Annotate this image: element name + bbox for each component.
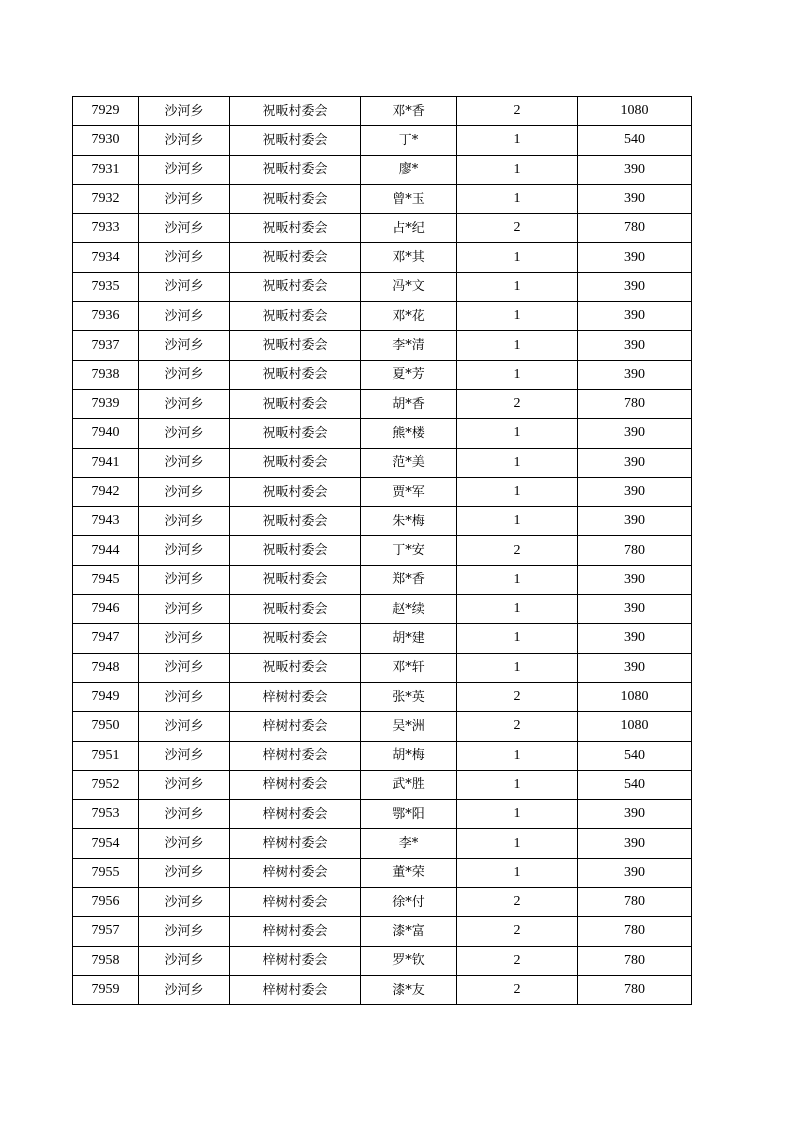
table-row	[73, 331, 692, 360]
row-number-cell: 7935	[73, 272, 139, 301]
table-row	[73, 741, 692, 770]
village-cell: 梓树村委会	[230, 888, 361, 917]
amount-cell: 390	[578, 155, 692, 184]
table-row	[73, 975, 692, 1004]
amount-cell: 540	[578, 770, 692, 799]
township-cell: 沙河乡	[139, 624, 230, 653]
row-number-cell: 7937	[73, 331, 139, 360]
row-number-cell: 7955	[73, 858, 139, 887]
table-row	[73, 858, 692, 887]
village-cell: 祝畈村委会	[230, 624, 361, 653]
village-cell: 祝畈村委会	[230, 126, 361, 155]
village-cell: 祝畈村委会	[230, 184, 361, 213]
name-cell: 郑*香	[361, 565, 457, 594]
name-cell: 曾*玉	[361, 184, 457, 213]
table-row	[73, 97, 692, 126]
name-cell: 丁*	[361, 126, 457, 155]
household-count-cell: 1	[457, 331, 578, 360]
row-number-cell: 7934	[73, 243, 139, 272]
township-cell: 沙河乡	[139, 917, 230, 946]
table-row	[73, 214, 692, 243]
village-cell: 祝畈村委会	[230, 653, 361, 682]
township-cell: 沙河乡	[139, 653, 230, 682]
table-row	[73, 595, 692, 624]
amount-cell: 780	[578, 946, 692, 975]
household-count-cell: 1	[457, 829, 578, 858]
village-cell: 梓树村委会	[230, 829, 361, 858]
village-cell: 祝畈村委会	[230, 389, 361, 418]
row-number-cell: 7943	[73, 507, 139, 536]
village-cell: 梓树村委会	[230, 975, 361, 1004]
name-cell: 贾*军	[361, 477, 457, 506]
township-cell: 沙河乡	[139, 272, 230, 301]
table-row	[73, 624, 692, 653]
amount-cell: 390	[578, 653, 692, 682]
row-number-cell: 7958	[73, 946, 139, 975]
household-count-cell: 1	[457, 155, 578, 184]
township-cell: 沙河乡	[139, 770, 230, 799]
amount-cell: 390	[578, 477, 692, 506]
village-cell: 祝畈村委会	[230, 243, 361, 272]
name-cell: 胡*梅	[361, 741, 457, 770]
village-cell: 祝畈村委会	[230, 595, 361, 624]
table-row	[73, 946, 692, 975]
name-cell: 冯*文	[361, 272, 457, 301]
village-cell: 祝畈村委会	[230, 565, 361, 594]
row-number-cell: 7952	[73, 770, 139, 799]
village-cell: 祝畈村委会	[230, 448, 361, 477]
amount-cell: 390	[578, 800, 692, 829]
amount-cell: 1080	[578, 712, 692, 741]
household-count-cell: 1	[457, 360, 578, 389]
amount-cell: 390	[578, 331, 692, 360]
name-cell: 胡*建	[361, 624, 457, 653]
table-row	[73, 389, 692, 418]
table-row	[73, 682, 692, 711]
township-cell: 沙河乡	[139, 741, 230, 770]
row-number-cell: 7933	[73, 214, 139, 243]
amount-cell: 390	[578, 272, 692, 301]
household-count-cell: 2	[457, 389, 578, 418]
name-cell: 董*荣	[361, 858, 457, 887]
village-cell: 祝畈村委会	[230, 155, 361, 184]
amount-cell: 390	[578, 360, 692, 389]
amount-cell: 780	[578, 389, 692, 418]
household-count-cell: 2	[457, 536, 578, 565]
name-cell: 占*纪	[361, 214, 457, 243]
name-cell: 李*清	[361, 331, 457, 360]
amount-cell: 540	[578, 126, 692, 155]
household-count-cell: 1	[457, 126, 578, 155]
township-cell: 沙河乡	[139, 682, 230, 711]
table-row	[73, 536, 692, 565]
township-cell: 沙河乡	[139, 331, 230, 360]
name-cell: 范*美	[361, 448, 457, 477]
township-cell: 沙河乡	[139, 595, 230, 624]
table-row	[73, 302, 692, 331]
name-cell: 武*胜	[361, 770, 457, 799]
household-count-cell: 2	[457, 97, 578, 126]
household-count-cell: 2	[457, 946, 578, 975]
row-number-cell: 7931	[73, 155, 139, 184]
row-number-cell: 7944	[73, 536, 139, 565]
township-cell: 沙河乡	[139, 536, 230, 565]
amount-cell: 390	[578, 595, 692, 624]
table-row	[73, 888, 692, 917]
name-cell: 邓*其	[361, 243, 457, 272]
amount-cell: 390	[578, 184, 692, 213]
name-cell: 吴*洲	[361, 712, 457, 741]
village-cell: 祝畈村委会	[230, 272, 361, 301]
village-cell: 祝畈村委会	[230, 419, 361, 448]
township-cell: 沙河乡	[139, 97, 230, 126]
village-cell: 祝畈村委会	[230, 214, 361, 243]
household-count-cell: 1	[457, 770, 578, 799]
name-cell: 李*	[361, 829, 457, 858]
township-cell: 沙河乡	[139, 888, 230, 917]
table-row	[73, 829, 692, 858]
township-cell: 沙河乡	[139, 126, 230, 155]
name-cell: 丁*安	[361, 536, 457, 565]
village-cell: 祝畈村委会	[230, 331, 361, 360]
village-cell: 祝畈村委会	[230, 97, 361, 126]
row-number-cell: 7942	[73, 477, 139, 506]
roster-table-body	[73, 97, 692, 1005]
township-cell: 沙河乡	[139, 975, 230, 1004]
table-row	[73, 419, 692, 448]
amount-cell: 390	[578, 624, 692, 653]
township-cell: 沙河乡	[139, 389, 230, 418]
row-number-cell: 7929	[73, 97, 139, 126]
row-number-cell: 7946	[73, 595, 139, 624]
township-cell: 沙河乡	[139, 155, 230, 184]
township-cell: 沙河乡	[139, 712, 230, 741]
village-cell: 梓树村委会	[230, 770, 361, 799]
name-cell: 邓*香	[361, 97, 457, 126]
table-row	[73, 448, 692, 477]
roster-table	[72, 96, 692, 1005]
amount-cell: 540	[578, 741, 692, 770]
table-row	[73, 800, 692, 829]
township-cell: 沙河乡	[139, 448, 230, 477]
household-count-cell: 1	[457, 419, 578, 448]
amount-cell: 780	[578, 975, 692, 1004]
amount-cell: 780	[578, 888, 692, 917]
table-row	[73, 712, 692, 741]
township-cell: 沙河乡	[139, 829, 230, 858]
household-count-cell: 1	[457, 595, 578, 624]
amount-cell: 390	[578, 829, 692, 858]
village-cell: 梓树村委会	[230, 917, 361, 946]
amount-cell: 1080	[578, 682, 692, 711]
township-cell: 沙河乡	[139, 946, 230, 975]
household-count-cell: 2	[457, 682, 578, 711]
name-cell: 朱*梅	[361, 507, 457, 536]
village-cell: 祝畈村委会	[230, 302, 361, 331]
village-cell: 祝畈村委会	[230, 536, 361, 565]
village-cell: 梓树村委会	[230, 800, 361, 829]
household-count-cell: 1	[457, 624, 578, 653]
table-row	[73, 507, 692, 536]
household-count-cell: 1	[457, 507, 578, 536]
household-count-cell: 1	[457, 272, 578, 301]
row-number-cell: 7930	[73, 126, 139, 155]
amount-cell: 390	[578, 419, 692, 448]
name-cell: 廖*	[361, 155, 457, 184]
name-cell: 漆*富	[361, 917, 457, 946]
table-row	[73, 243, 692, 272]
row-number-cell: 7953	[73, 800, 139, 829]
household-count-cell: 1	[457, 653, 578, 682]
table-row	[73, 477, 692, 506]
township-cell: 沙河乡	[139, 419, 230, 448]
row-number-cell: 7950	[73, 712, 139, 741]
row-number-cell: 7947	[73, 624, 139, 653]
village-cell: 梓树村委会	[230, 682, 361, 711]
row-number-cell: 7941	[73, 448, 139, 477]
row-number-cell: 7951	[73, 741, 139, 770]
amount-cell: 390	[578, 243, 692, 272]
name-cell: 徐*付	[361, 888, 457, 917]
amount-cell: 1080	[578, 97, 692, 126]
household-count-cell: 2	[457, 975, 578, 1004]
table-row	[73, 360, 692, 389]
name-cell: 张*英	[361, 682, 457, 711]
row-number-cell: 7954	[73, 829, 139, 858]
township-cell: 沙河乡	[139, 565, 230, 594]
row-number-cell: 7938	[73, 360, 139, 389]
name-cell: 邓*花	[361, 302, 457, 331]
table-row	[73, 272, 692, 301]
township-cell: 沙河乡	[139, 800, 230, 829]
row-number-cell: 7939	[73, 389, 139, 418]
amount-cell: 390	[578, 507, 692, 536]
name-cell: 邓*轩	[361, 653, 457, 682]
amount-cell: 390	[578, 302, 692, 331]
table-row	[73, 184, 692, 213]
household-count-cell: 1	[457, 477, 578, 506]
amount-cell: 780	[578, 917, 692, 946]
township-cell: 沙河乡	[139, 477, 230, 506]
household-count-cell: 1	[457, 565, 578, 594]
name-cell: 鄂*阳	[361, 800, 457, 829]
household-count-cell: 2	[457, 888, 578, 917]
township-cell: 沙河乡	[139, 214, 230, 243]
household-count-cell: 1	[457, 302, 578, 331]
household-count-cell: 2	[457, 917, 578, 946]
table-row	[73, 770, 692, 799]
household-count-cell: 1	[457, 448, 578, 477]
name-cell: 熊*楼	[361, 419, 457, 448]
name-cell: 罗*钦	[361, 946, 457, 975]
amount-cell: 780	[578, 214, 692, 243]
village-cell: 祝畈村委会	[230, 360, 361, 389]
row-number-cell: 7932	[73, 184, 139, 213]
township-cell: 沙河乡	[139, 243, 230, 272]
table-row	[73, 126, 692, 155]
name-cell: 胡*香	[361, 389, 457, 418]
household-count-cell: 1	[457, 184, 578, 213]
township-cell: 沙河乡	[139, 507, 230, 536]
row-number-cell: 7940	[73, 419, 139, 448]
row-number-cell: 7957	[73, 917, 139, 946]
table-row	[73, 155, 692, 184]
township-cell: 沙河乡	[139, 360, 230, 389]
name-cell: 赵*续	[361, 595, 457, 624]
amount-cell: 390	[578, 565, 692, 594]
village-cell: 祝畈村委会	[230, 507, 361, 536]
village-cell: 梓树村委会	[230, 858, 361, 887]
village-cell: 祝畈村委会	[230, 477, 361, 506]
amount-cell: 780	[578, 536, 692, 565]
household-count-cell: 1	[457, 741, 578, 770]
household-count-cell: 1	[457, 243, 578, 272]
name-cell: 漆*友	[361, 975, 457, 1004]
table-row	[73, 565, 692, 594]
township-cell: 沙河乡	[139, 184, 230, 213]
row-number-cell: 7949	[73, 682, 139, 711]
row-number-cell: 7956	[73, 888, 139, 917]
township-cell: 沙河乡	[139, 302, 230, 331]
household-count-cell: 2	[457, 214, 578, 243]
row-number-cell: 7936	[73, 302, 139, 331]
township-cell: 沙河乡	[139, 858, 230, 887]
household-count-cell: 2	[457, 712, 578, 741]
amount-cell: 390	[578, 858, 692, 887]
table-row	[73, 917, 692, 946]
village-cell: 梓树村委会	[230, 946, 361, 975]
amount-cell: 390	[578, 448, 692, 477]
household-count-cell: 1	[457, 800, 578, 829]
row-number-cell: 7959	[73, 975, 139, 1004]
table-row	[73, 653, 692, 682]
household-count-cell: 1	[457, 858, 578, 887]
village-cell: 梓树村委会	[230, 712, 361, 741]
row-number-cell: 7948	[73, 653, 139, 682]
row-number-cell: 7945	[73, 565, 139, 594]
name-cell: 夏*芳	[361, 360, 457, 389]
village-cell: 梓树村委会	[230, 741, 361, 770]
